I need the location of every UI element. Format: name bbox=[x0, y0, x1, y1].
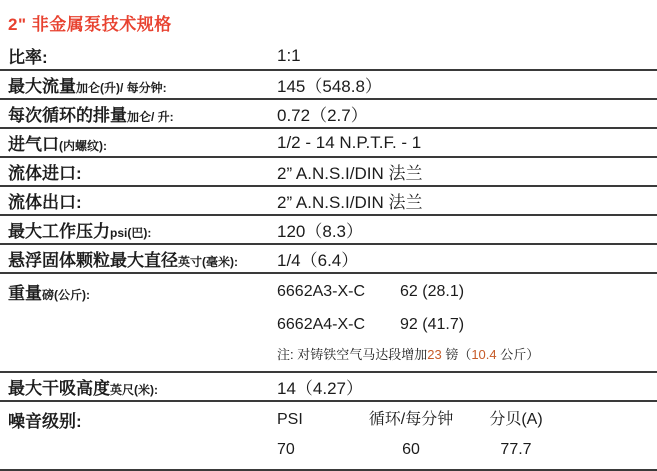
row-label: 重量 bbox=[8, 284, 42, 303]
row-label-sub: 加仑/ 升: bbox=[127, 110, 174, 124]
row-label: 悬浮固体颗粒最大直径 bbox=[8, 251, 178, 270]
row-ratio bbox=[0, 42, 657, 71]
weight-model-row bbox=[277, 274, 657, 307]
row-value: 2” A.N.S.I/DIN 法兰 bbox=[277, 164, 423, 183]
row-label: 噪音级别: bbox=[8, 412, 82, 431]
row-value: 2” A.N.S.I/DIN 法兰 bbox=[277, 193, 423, 212]
noise-table bbox=[277, 402, 657, 469]
weight-model-number: 6662A3-X-C bbox=[277, 283, 366, 300]
weight-model-row bbox=[277, 307, 657, 340]
row-value: 145（548.8） bbox=[277, 77, 382, 96]
row-value: 120（8.3） bbox=[277, 222, 363, 241]
noise-value-psi: 70 bbox=[277, 441, 295, 458]
row-displacement-per-cycle bbox=[0, 100, 657, 129]
row-label-sub: (内螺纹): bbox=[59, 139, 107, 153]
weight-note-added-kg: 10.4 bbox=[471, 347, 497, 362]
page-title: 2" 非金属泵技术规格 bbox=[8, 15, 172, 34]
noise-value-cycles-per-minute: 60 bbox=[402, 441, 420, 458]
noise-header-psi: PSI bbox=[277, 411, 303, 428]
row-label: 流体出口: bbox=[8, 193, 82, 212]
row-label-sub: psi(巴): bbox=[110, 226, 152, 240]
row-value: 1:1 bbox=[277, 45, 301, 65]
row-value: 1/2 - 14 N.P.T.F. - 1 bbox=[277, 132, 422, 152]
row-max-flow bbox=[0, 71, 657, 100]
row-label: 进气口 bbox=[8, 135, 59, 154]
noise-header-cycles-per-minute: 循环/每分钟 bbox=[368, 411, 454, 428]
row-label-sub: 英尺(米): bbox=[110, 383, 158, 397]
weight-note: 注: 对铸铁空气马达段增加23 镑（10.4 公斤） bbox=[277, 347, 540, 362]
noise-value-decibels: 77.7 bbox=[500, 441, 532, 458]
row-value: 14（4.27） bbox=[277, 379, 363, 398]
spec-table bbox=[0, 42, 657, 471]
row-label: 最大干吸高度 bbox=[8, 379, 110, 398]
row-value: 1/4（6.4） bbox=[277, 251, 359, 270]
row-label: 流体进口: bbox=[8, 164, 82, 183]
row-label: 最大流量 bbox=[8, 77, 76, 96]
row-max-dry-suction-lift bbox=[0, 373, 657, 402]
row-noise-level bbox=[0, 402, 657, 471]
row-fluid-inlet bbox=[0, 158, 657, 187]
weight-model-value: 62 (28.1) bbox=[400, 283, 465, 300]
row-fluid-outlet bbox=[0, 187, 657, 216]
weight-model-value: 92 (41.7) bbox=[400, 316, 465, 333]
row-max-working-pressure bbox=[0, 216, 657, 245]
row-label-sub: 加仑(升)/ 每分钟: bbox=[76, 81, 167, 95]
row-label: 每次循环的排量 bbox=[8, 106, 127, 125]
row-value: 0.72（2.7） bbox=[277, 106, 368, 125]
row-label: 最大工作压力 bbox=[8, 222, 110, 241]
weight-model-number: 6662A4-X-C bbox=[277, 316, 366, 333]
row-max-solids-diameter bbox=[0, 245, 657, 274]
row-air-inlet bbox=[0, 129, 657, 158]
row-label-sub: 磅(公斤): bbox=[42, 288, 90, 302]
row-weight bbox=[0, 274, 657, 373]
row-label-sub: 英寸(毫米): bbox=[178, 255, 238, 269]
weight-note-added-lbs: 23 bbox=[427, 347, 442, 362]
row-label: 比率: bbox=[8, 48, 48, 67]
noise-header-decibels: 分贝(A) bbox=[489, 411, 543, 428]
